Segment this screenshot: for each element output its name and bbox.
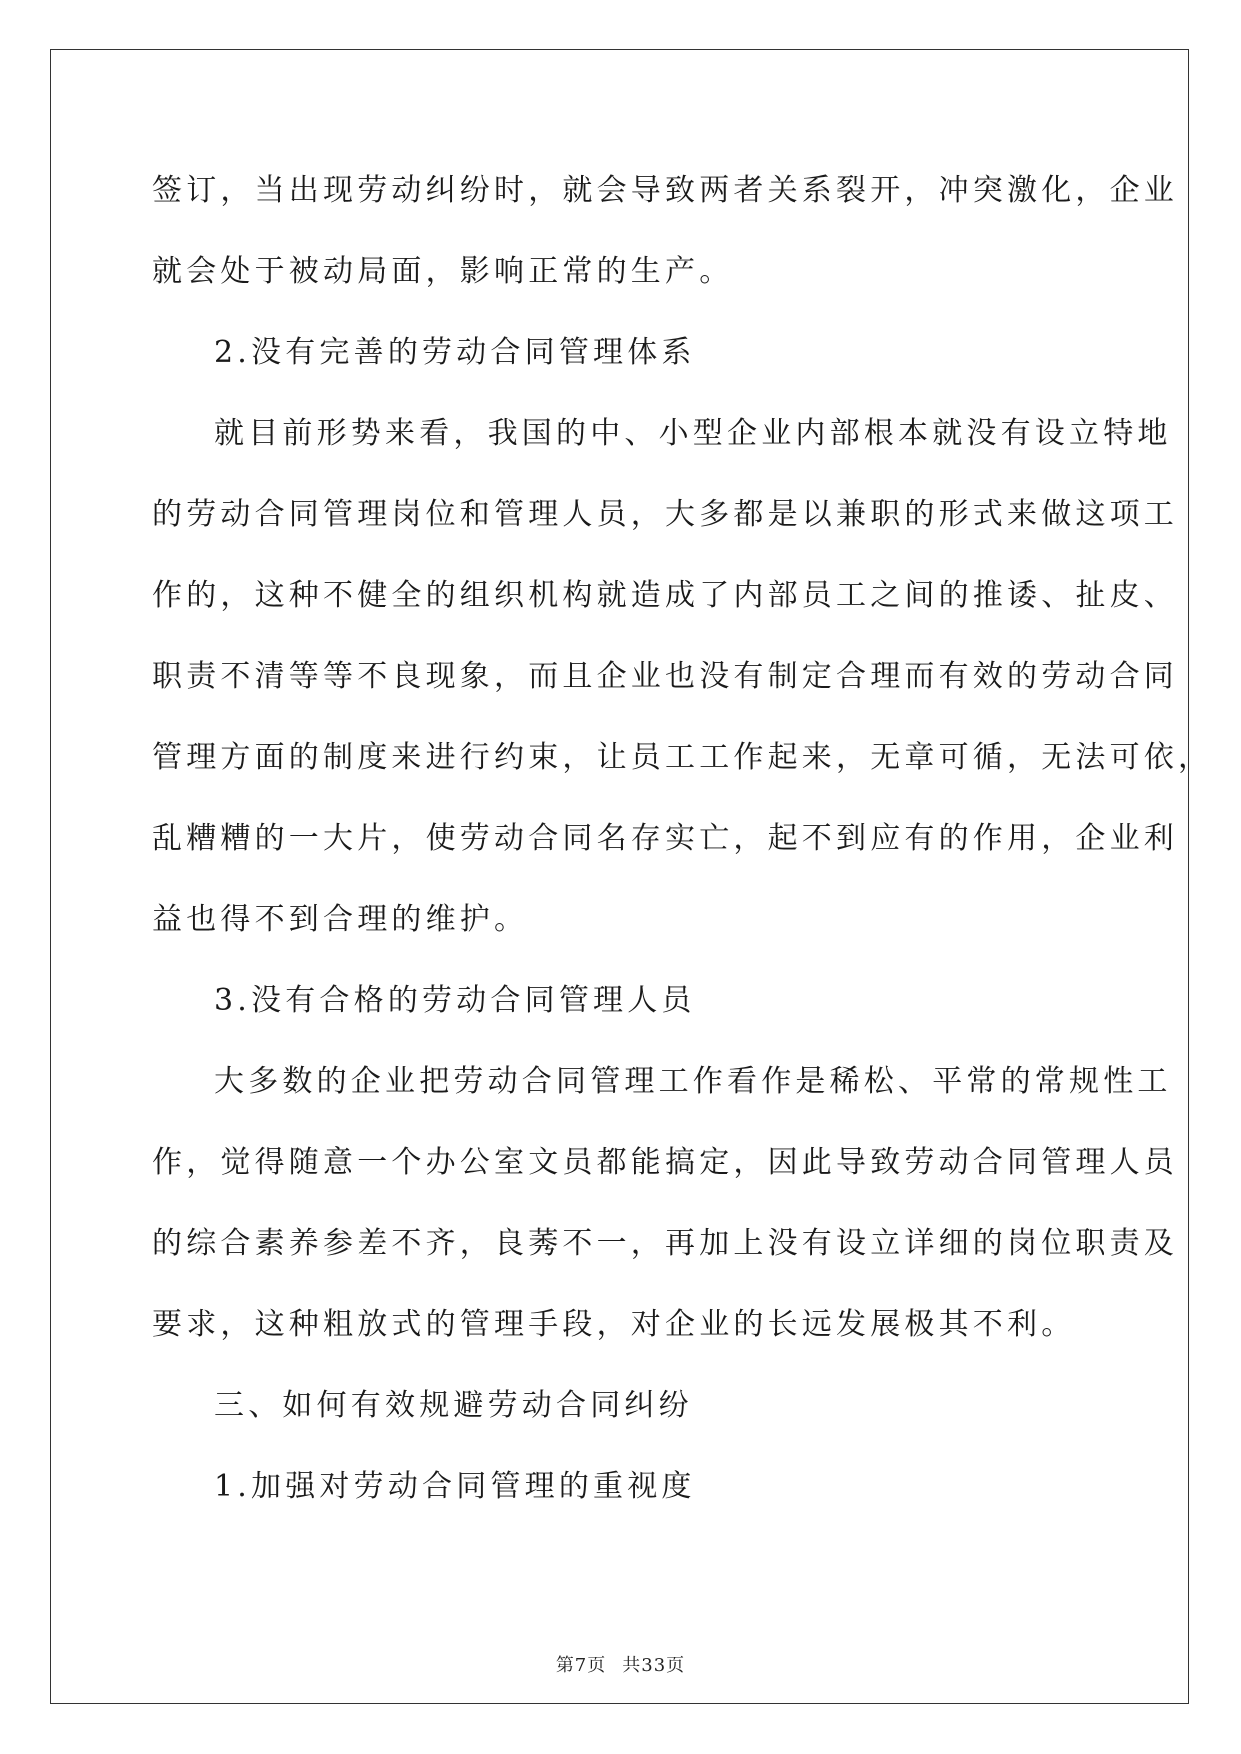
text-line: 要求，这种粗放式的管理手段，对企业的长远发展极其不利。	[152, 1307, 1076, 1342]
text-line: 职责不清等等不良现象，而且企业也没有制定合理而有效的劳动合同	[152, 659, 1178, 694]
text-line: 就目前形势来看，我国的中、小型企业内部根本就没有设立特地	[214, 416, 1172, 451]
text-line: 的劳动合同管理岗位和管理人员，大多都是以兼职的形式来做这项工	[152, 497, 1178, 532]
text-line: 乱糟糟的一大片，使劳动合同名存实亡，起不到应有的作用，企业利	[152, 821, 1178, 856]
text-line: 益也得不到合理的维护。	[152, 902, 529, 937]
text-line: 签订，当出现劳动纠纷时，就会导致两者关系裂开，冲突激化，企业	[152, 173, 1178, 208]
paragraph	[152, 474, 1213, 960]
page-total: 共33页	[622, 1655, 686, 1676]
text-line: 2.没有完善的劳动合同管理体系	[214, 335, 696, 370]
paragraph	[152, 150, 1178, 312]
text-line: 就会处于被动局面，影响正常的生产。	[152, 254, 734, 289]
section-heading	[152, 312, 1092, 393]
text-line: 三、如何有效规避劳动合同纠纷	[214, 1388, 693, 1423]
page-number: 第7页	[555, 1655, 607, 1676]
section-heading	[152, 1446, 1092, 1527]
text-line: 大多数的企业把劳动合同管理工作看作是稀松、平常的常规性工	[214, 1064, 1172, 1099]
section-heading	[152, 960, 1092, 1041]
paragraph-first-line	[152, 1041, 1172, 1122]
text-line: 作的，这种不健全的组织机构就造成了内部员工之间的推诿、扯皮、	[152, 578, 1178, 613]
text-line: 1.加强对劳动合同管理的重视度	[214, 1469, 696, 1504]
paragraph	[152, 1122, 1178, 1365]
paragraph-first-line	[152, 393, 1172, 474]
text-line: 的综合素养参差不齐，良莠不一，再加上没有设立详细的岗位职责及	[152, 1226, 1178, 1261]
section-heading	[152, 1365, 1092, 1446]
document-body	[152, 150, 1213, 1527]
page-footer	[0, 1654, 1241, 1678]
text-line: 管理方面的制度来进行约束，让员工工作起来，无章可循，无法可依，	[152, 740, 1213, 775]
text-line: 作，觉得随意一个办公室文员都能搞定，因此导致劳动合同管理人员	[152, 1145, 1178, 1180]
text-line: 3.没有合格的劳动合同管理人员	[214, 983, 696, 1018]
